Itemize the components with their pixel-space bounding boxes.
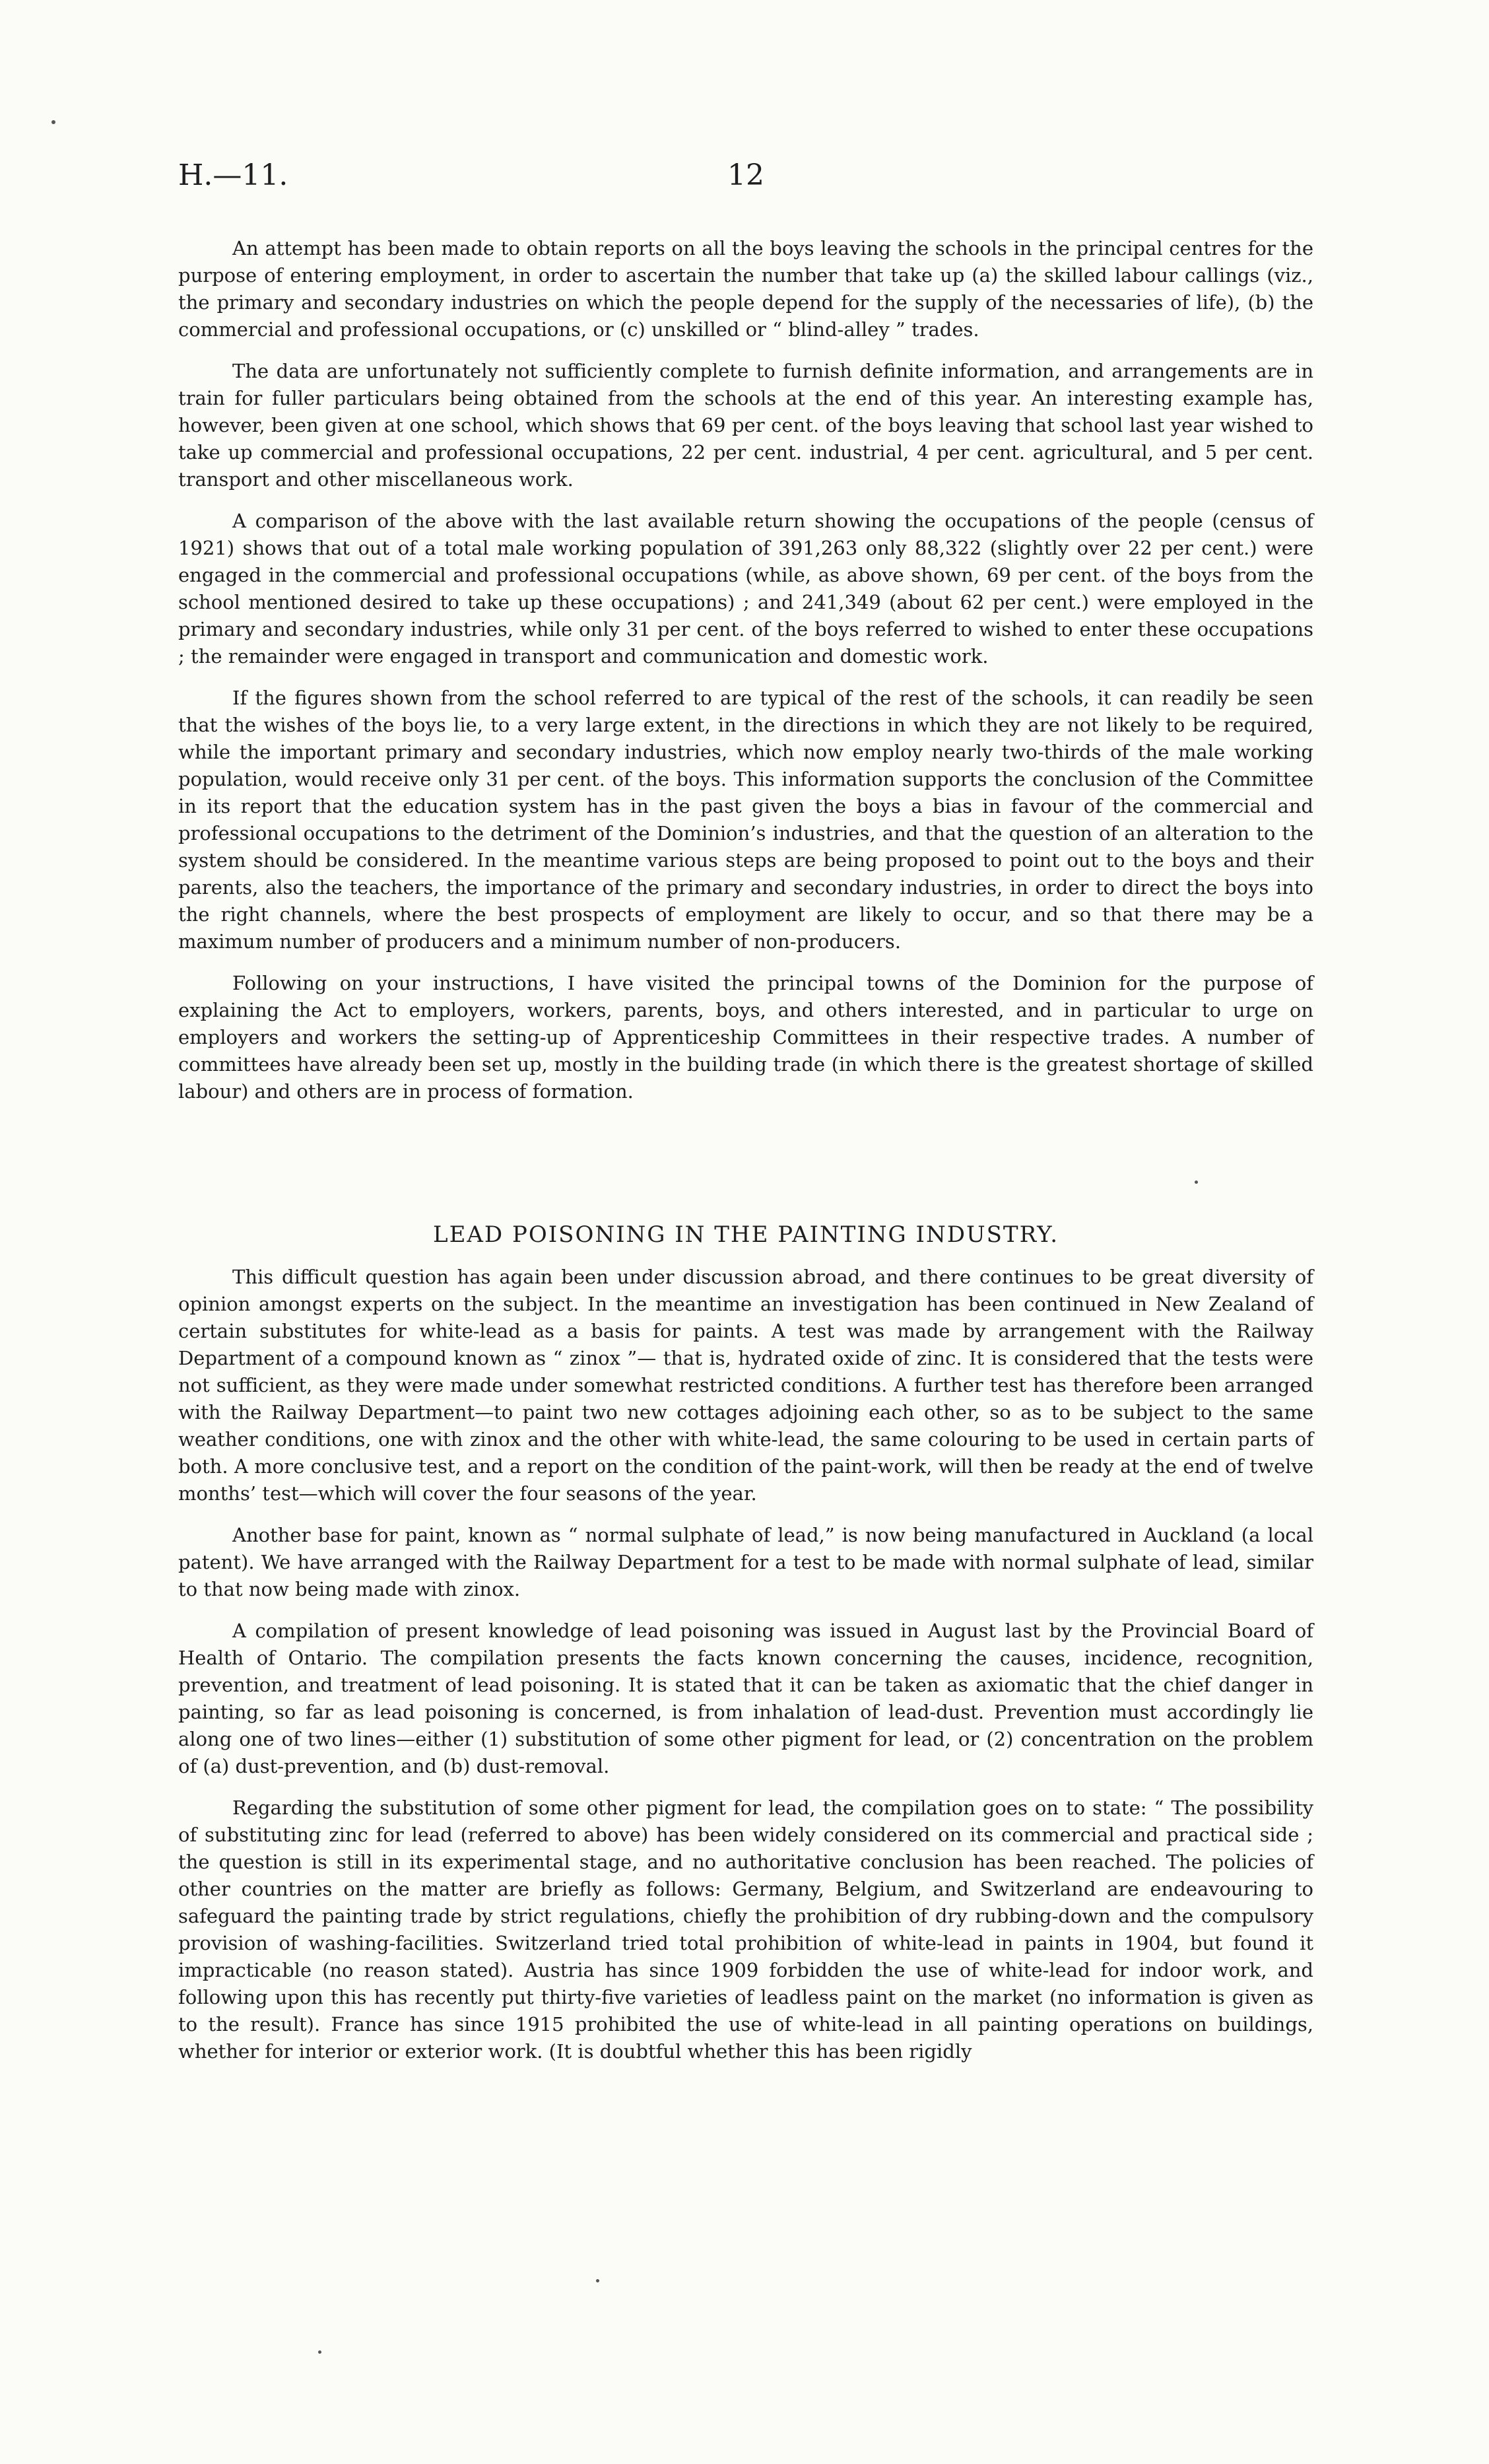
- page-header: [178, 158, 1313, 211]
- scan-speck: [51, 120, 55, 124]
- section-heading: LEAD POISONING IN THE PAINTING INDUSTRY.: [432, 1221, 1059, 1248]
- paragraph: An attempt has been made to obtain reports on all the boys leaving the schools in the principal centres for the purpose of entering employment, in order to ascertain the number that take up (a) the skilled labour callings (viz., the primary and secondary industries on which the people depend for the supply of the necessaries of life), (b) the commercial and professional occupations, or (c) unskilled or “ blind-alley ” trades.: [178, 237, 1313, 341]
- paragraph: Following on your instructions, I have visited the principal towns of the Dominion for the purpose of explaining the Act to employers, workers, parents, boys, and others interested, and in particular to urge on employers and workers the setting-up of Apprenticeship Committees in their respective trades. A number of committees have already been set up, mostly in the building trade (in which there is the greatest shortage of skilled labour) and others are in process of formation.: [178, 972, 1313, 1103]
- paragraph: If the figures shown from the school referred to are typical of the rest of the schools, it can readily be seen that the wishes of the boys lie, to a very large extent, in the directions in which they are not likely to be required, while the important primary and secondary industries, which now employ nearly two-thirds of the male working population, would receive only 31 per cent. of the boys. This information supports the conclusion of the Committee in its report that the education system has in the past given the boys a bias in favour of the commercial and professional occupations to the detriment of the Dominion’s industries, and that the question of an alteration to the system should be considered. In the meantime various steps are being proposed to point out to the boys and their parents, also the teachers, the importance of the primary and secondary industries, in order to direct the boys into the right channels, where the best prospects of employment are likely to occur, and so that there may be a maximum number of producers and a minimum number of non-producers.: [178, 687, 1313, 953]
- document-reference: H.—11.: [178, 158, 288, 192]
- paragraph: This difficult question has again been under discussion abroad, and there continues to be great diversity of opinion amongst experts on the subject. In the meantime an investigation has been continued in New Zealand of certain substitutes for white-lead as a basis for paints. A test was made by arrangement with the Railway Department of a compound known as “ zinox ”— that is, hydrated oxide of zinc. It is considered that the tests were not sufficient, as they were made under somewhat restricted conditions. A further test has therefore been arranged with the Railway Department—to paint two new cottages adjoining each other, so as to be subject to the same weather conditions, one with zinox and the other with white-lead, the same colouring to be used in certain parts of both. A more conclusive test, and a report on the condition of the paint-work, will then be ready at the end of twelve months’ test—which will cover the four seasons of the year.: [178, 1266, 1313, 1505]
- paragraph: Another base for paint, known as “ normal sulphate of lead,” is now being manufactured in Auckland (a local patent). We have arranged with the Railway Department for a test to be made with normal sulphate of lead, similar to that now being made with zinox.: [178, 1524, 1313, 1600]
- scan-speck: [318, 2350, 321, 2354]
- page-number: 12: [727, 158, 764, 192]
- scan-speck: [596, 2279, 599, 2282]
- paragraph: Regarding the substitution of some other pigment for lead, the compilation goes on to state: “ The possibility of substituting zinc for lead (referred to above) has been widely considered on its commercial and practical side ; the question is still in its experimental stage, and no authoritative conclusion has been reached. The policies of other countries on the matter are briefly as follows: Germany, Belgium, and Switzerland are endeavouring to safeguard the painting trade by strict regulations, chiefly the prohibition of dry rubbing-down and the compulsory provision of washing-facilities. Switzerland tried total prohibition of white-lead in paints in 1904, but found it impracticable (no reason stated). Austria has since 1909 forbidden the use of white-lead for indoor work, and following upon this has recently put thirty-five varieties of leadless paint on the market (no information is given as to the result). France has since 1915 prohibited the use of white-lead in all painting operations on buildings, whether for interior or exterior work. (It is doubtful whether this has been rigidly: [178, 1797, 1313, 2063]
- paragraph: A comparison of the above with the last available return showing the occupations of the people (census of 1921) shows that out of a total male working population of 391,263 only 88,322 (slightly over 22 per cent.) were engaged in the commercial and professional occupations (while, as above shown, 69 per cent. of the boys from the school mentioned desired to take up these occupations) ; and 241,349 (about 62 per cent.) were employed in the primary and secondary industries, while only 31 per cent. of the boys referred to wished to enter these occupations ; the remainder were engaged in transport and communication and domestic work.: [178, 510, 1313, 667]
- scan-speck: [1195, 1181, 1198, 1184]
- paragraph: The data are unfortunately not sufficiently complete to furnish definite information, and arrangements are in train for fuller particulars being obtained from the schools at the end of this year. An interesting example has, however, been given at one school, which shows that 69 per cent. of the boys leaving that school last year wished to take up commercial and professional occupations, 22 per cent. industrial, 4 per cent. agricultural, and 5 per cent. transport and other miscellaneous work.: [178, 360, 1313, 491]
- paragraph: A compilation of present knowledge of lead poisoning was issued in August last by the Provincial Board of Health of Ontario. The compilation presents the facts known concerning the causes, incidence, recognition, prevention, and treatment of lead poisoning. It is stated that it can be taken as axiomatic that the chief danger in painting, so far as lead poisoning is concerned, is from inhalation of lead-dust. Prevention must accordingly lie along one of two lines—either (1) substitution of some other pigment for lead, or (2) concentration on the problem of (a) dust-prevention, and (b) dust-removal.: [178, 1620, 1313, 1777]
- page-body: [178, 235, 1313, 2080]
